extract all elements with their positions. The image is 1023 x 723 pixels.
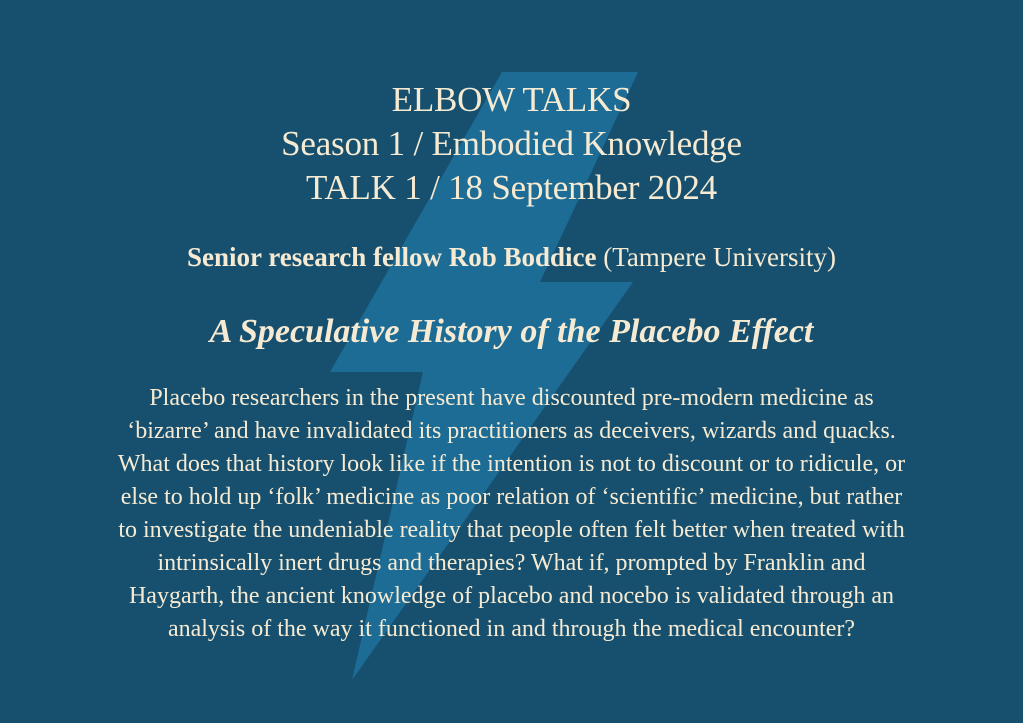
speaker-affiliation: (Tampere University) xyxy=(603,242,836,272)
abstract-line: analysis of the way it functioned in and through the medical encounter? xyxy=(167,616,856,642)
speaker-name: Senior research fellow Rob Boddice xyxy=(186,242,597,272)
abstract-line: else to hold up ‘folk’ medicine as poor relation of ‘scientific’ medicine, but rather xyxy=(120,484,903,510)
abstract-line: ‘bizarre’ and have invalidated its practitioners as deceivers, wizards and quacks. xyxy=(127,418,896,444)
talk-date: TALK 1 / 18 September 2024 xyxy=(306,168,717,207)
abstract-line: intrinsically inert drugs and therapies? What if, prompted by Franklin and xyxy=(157,550,866,576)
season-title: Season 1 / Embodied Knowledge xyxy=(281,124,742,163)
abstract-line: What does that history look like if the intention is not to discount or to ridicule, or xyxy=(117,451,906,477)
abstract-line: to investigate the undeniable reality that people often felt better when treated with xyxy=(118,517,905,543)
talk-title: A Speculative History of the Placebo Effect xyxy=(209,313,814,350)
event-header xyxy=(0,78,1023,210)
abstract-line: Haygarth, the ancient knowledge of placebo and nocebo is validated through an xyxy=(128,583,895,609)
talk-abstract xyxy=(30,382,993,646)
abstract-line: Placebo researchers in the present have discounted pre-modern medicine as xyxy=(149,385,874,411)
speaker-line xyxy=(0,239,1023,275)
series-title: ELBOW TALKS xyxy=(391,80,632,119)
